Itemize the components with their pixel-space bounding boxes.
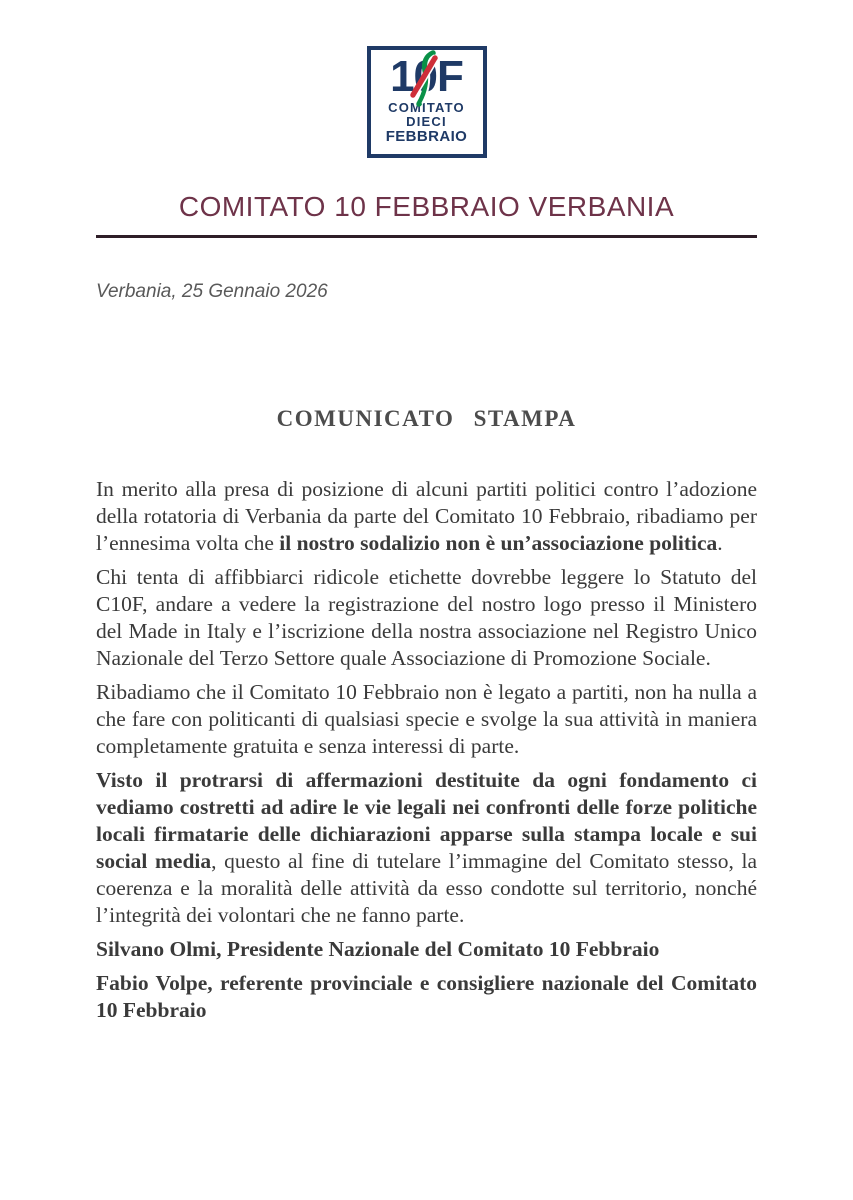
bold-text-segment: Silvano Olmi, Presidente Nazionale del Comitato 10 Febbraio <box>96 937 660 961</box>
logo-digit-zero: 0 <box>413 52 438 101</box>
logo-digit-one: 1 <box>390 52 414 101</box>
bold-text-segment: Visto il protrarsi di affermazioni destituite da ogni fondamento ci vediamo costretti ad adire le vie legali nei confronti delle forze politiche locali firmatarie delle dichiarazioni apparse sulla stampa locale e sui social media <box>96 768 757 873</box>
text-segment: Ribadiamo che il Comitato 10 Febbraio non è legato a partiti, non ha nulla a che fare con politicanti di qualsiasi specie e svolge la sua attività in maniera completamente gratuita e senza interessi di parte. <box>96 680 757 758</box>
press-release-heading: COMUNICATO STAMPA <box>276 406 577 431</box>
logo-letter-f: F <box>437 52 463 101</box>
logo-acronym <box>371 52 483 101</box>
bold-text-segment: il nostro sodalizio non è un’associazione politica <box>279 531 718 555</box>
logo-wordmark <box>371 101 483 145</box>
page-title: COMITATO 10 FEBBRAIO VERBANIA <box>178 191 675 222</box>
text-segment: , questo al fine di tutelare l’immagine del Comitato stesso, la coerenza e la moralità delle attività da esso condotte sul territorio, nonché l’integrità dei volontari che ne fanno parte. <box>96 849 757 927</box>
paragraph-statuto <box>96 564 757 672</box>
logo-word-dieci: DIECI <box>406 114 447 129</box>
title-divider <box>96 235 757 238</box>
signature-referent <box>96 970 757 1024</box>
logo-word-comitato: COMITATO <box>388 100 465 115</box>
paragraph-intro <box>96 476 757 557</box>
c10f-logo <box>367 46 487 158</box>
dateline: Verbania, 25 Gennaio 2026 <box>96 281 328 302</box>
bold-text-segment: Fabio Volpe, referente provinciale e consigliere nazionale del Comitato 10 Febbraio <box>96 971 757 1022</box>
logo-word-febbraio: FEBBRAIO <box>385 128 468 145</box>
text-segment: . <box>717 531 723 555</box>
text-segment: Chi tenta di affibbiarci ridicole etichette dovrebbe leggere lo Statuto del C10F, andare a vedere la registrazione del nostro logo presso il Ministero del Made in Italy e l’iscrizione della nostra associazione nel Registro Unico Nazionale del Terzo Settore quale Associazione di Promozione Sociale. <box>96 565 757 670</box>
body-paragraphs <box>96 476 757 1024</box>
text-segment: In merito alla presa di posizione di alcuni partiti politici contro l’adozione della rotatoria di Verbania da parte del Comitato 10 Febbraio, ribadiamo per l’ennesima volta che <box>96 477 757 555</box>
paragraph-vie-legali <box>96 767 757 929</box>
signature-president <box>96 936 757 963</box>
paragraph-ribadiamo <box>96 679 757 760</box>
